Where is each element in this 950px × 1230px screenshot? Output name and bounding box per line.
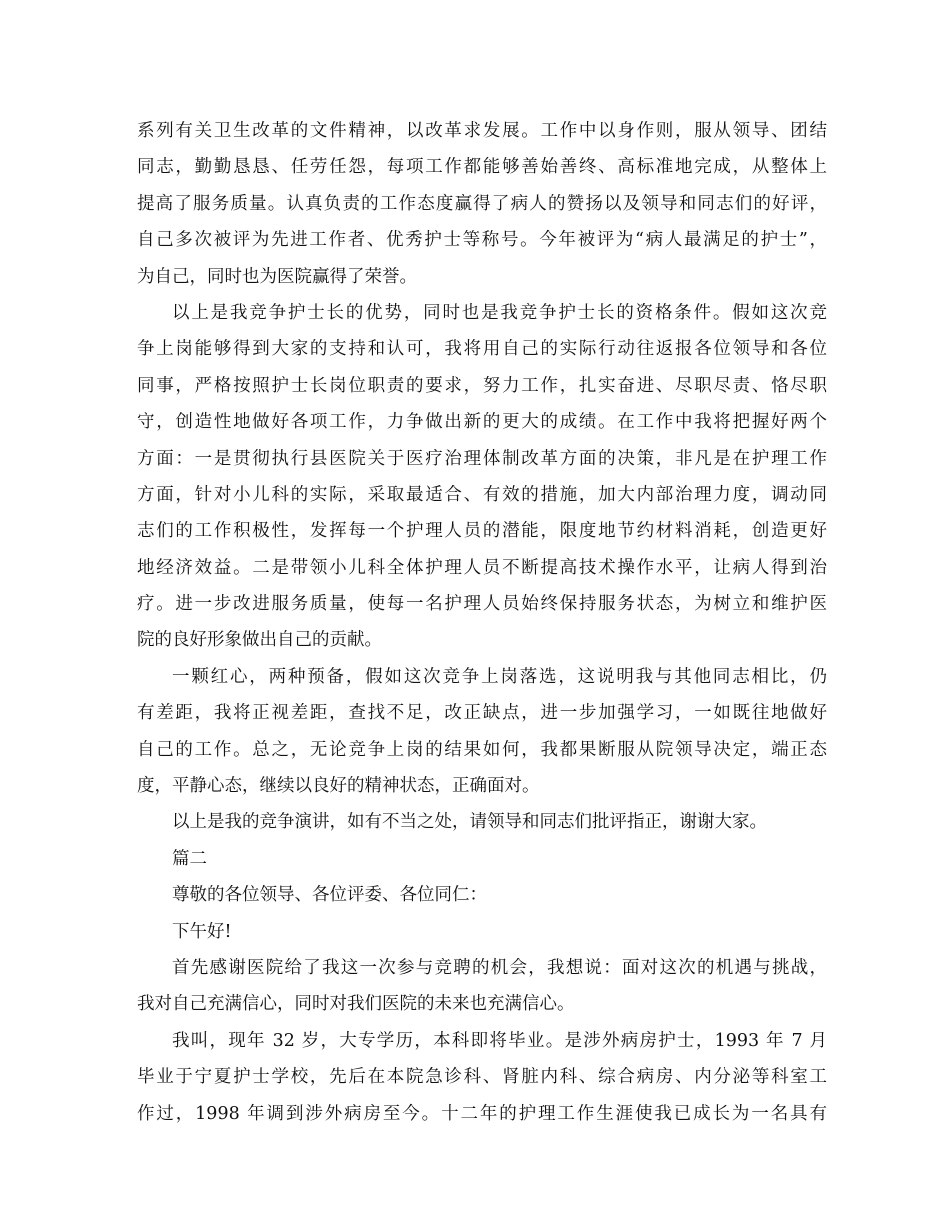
text-line: 方面，针对小儿科的实际，采取最适合、有效的措施，加大内部治理力度，调动同 (137, 484, 827, 505)
text-line: 争上岗能够得到大家的支持和认可，我将用自己的实际行动往返报各位领导和各位 (137, 339, 827, 360)
text-line: 尊敬的各位领导、各位评委、各位同仁： (172, 885, 487, 906)
text-line: 系列有关卫生改革的文件精神，以改革求发展。工作中以身作则，服从领导、团结 (137, 121, 827, 141)
text-line: 度，平静心态，继续以良好的精神状态，正确面对。 (137, 776, 540, 797)
text-line: 作过，1998 年调到涉外病房至今。十二年的护理工作生涯使我已成长为一名具有 (137, 1103, 827, 1124)
text-line: 一颗红心，两种预备，假如这次竞争上岗落选，这说明我与其他同志相比，仍 (172, 666, 827, 687)
text-line: 以上是我的竞争演讲，如有不当之处，请领导和同志们批评指正，谢谢大家。 (172, 812, 767, 833)
text-line: 我叫，现年 32 岁，大专学历，本科即将毕业。是涉外病房护士，1993 年 7 月 (172, 1030, 827, 1051)
text-line: 有差距，我将正视差距，查找不足，改正缺点，进一步加强学习，一如既往地做好 (137, 703, 827, 724)
text-line: 地经济效益。二是带领小儿科全体护理人员不断提高技术操作水平，让病人得到治 (137, 557, 827, 578)
text-line: 提高了服务质量。认真负责的工作态度赢得了病人的赞扬以及领导和同志们的好评， (137, 193, 827, 214)
text-line: 我对自己充满信心，同时对我们医院的未来也充满信心。 (137, 994, 575, 1015)
text-line: 首先感谢医院给了我这一次参与竞聘的机会，我想说：面对这次的机遇与挑战， (172, 957, 827, 978)
text-line: 毕业于宁夏护士学校，先后在本院急诊科、肾脏内科、综合病房、内分泌等科室工 (137, 1067, 827, 1088)
text-line: 下午好! (172, 921, 232, 942)
text-line: 自己的工作。总之，无论竞争上岗的结果如何，我都果断服从院领导决定，端正态 (137, 739, 827, 760)
text-line: 方面：一是贯彻执行县医院关于医疗治理体制改革方面的决策，非凡是在护理工作 (137, 448, 827, 469)
text-line: 自己多次被评为先进工作者、优秀护士等称号。今年被评为“病人最满足的护士”， (137, 230, 827, 251)
text-line: 同事，严格按照护士长岗位职责的要求，努力工作，扎实奋进、尽职尽责、恪尽职 (137, 375, 827, 396)
text-line: 篇二 (172, 848, 207, 869)
text-line: 为自己，同时也为医院赢得了荣誉。 (137, 266, 417, 287)
text-line: 以上是我竞争护士长的优势，同时也是我竞争护士长的资格条件。假如这次竞 (172, 302, 827, 323)
text-line: 志们的工作积极性，发挥每一个护理人员的潜能，限度地节约材料消耗，创造更好 (137, 521, 827, 542)
text-line: 疗。进一步改进服务质量，使每一名护理人员始终保持服务状态，为树立和维护医 (137, 594, 827, 615)
text-line: 同志，勤勤恳恳、任劳任怨，每项工作都能够善始善终、高标准地完成，从整体上 (137, 157, 827, 178)
text-line: 院的良好形象做出自己的贡献。 (137, 630, 382, 651)
document-body (137, 113, 827, 1132)
text-line: 守，创造性地做好各项工作，力争做出新的更大的成绩。在工作中我将把握好两个 (137, 412, 827, 433)
